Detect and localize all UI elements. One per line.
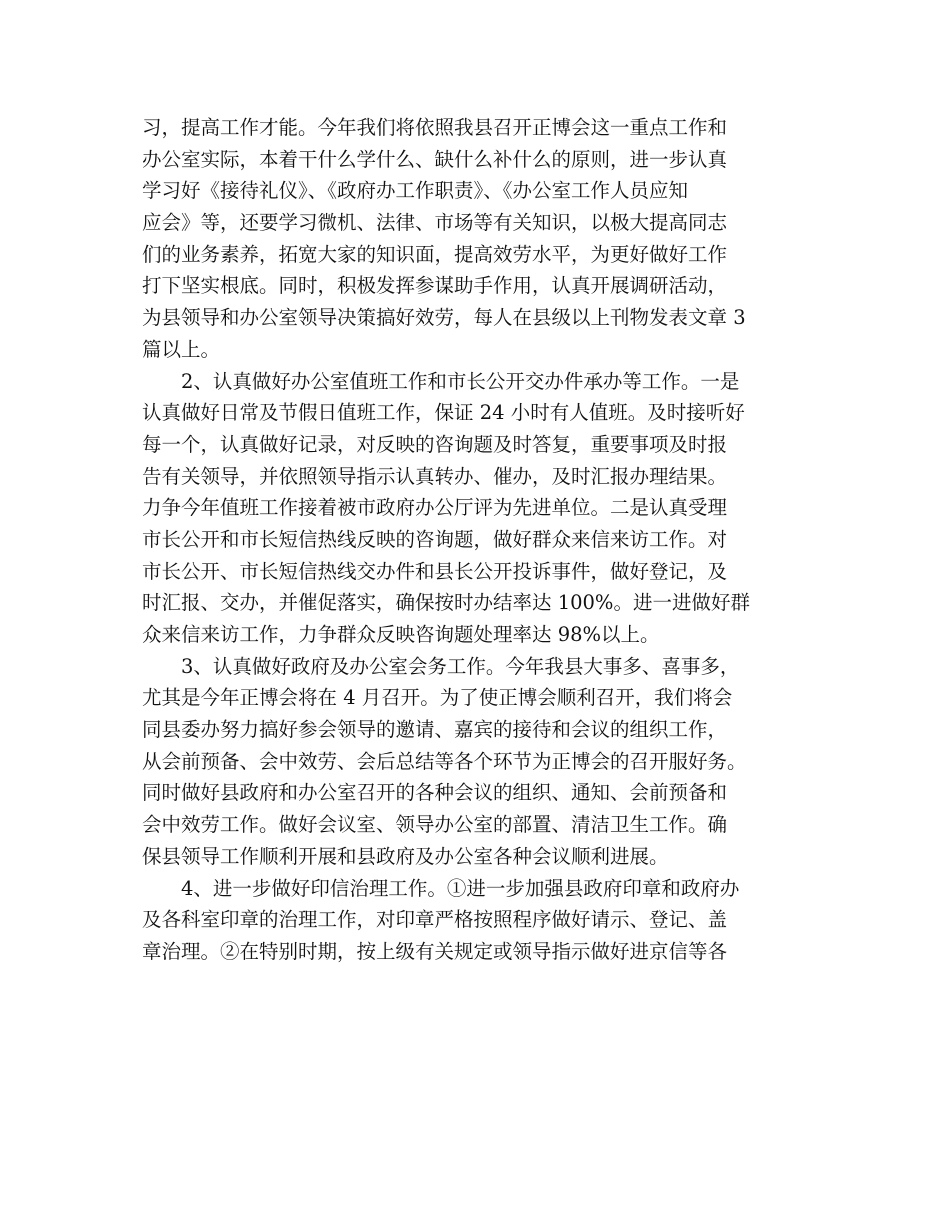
text-line: 办公室实际，本着干什么学什么、缺什么补什么的原则，进一步认真: [142, 147, 728, 171]
text-line: 市长公开和市长短信热线反映的咨询题，做好群众来信来访工作。对: [142, 527, 728, 551]
text-line: 市长公开、市长短信热线交办件和县长公开投诉事件，做好登记，及: [142, 559, 728, 583]
text-line: 打下坚实根底。同时，积极发挥参谋助手作用，认真开展调研活动，: [142, 274, 728, 298]
text-line: 保县领导工作顺利开展和县政府及办公室各种会议顺利进展。: [142, 844, 669, 868]
text-line: 尤其是今年正博会将在 4 月召开。为了使正博会顺利召开，我们将会: [142, 686, 733, 710]
text-line: 同县委办努力搞好参会领导的邀请、嘉宾的接待和会议的组织工作，: [142, 718, 728, 742]
document-body: [142, 112, 812, 968]
text-line: 每一个，认真做好记录，对反映的咨询题及时答复，重要事项及时报: [142, 432, 728, 456]
text-line: 学习好《接待礼仪》、《政府办工作职责》、《办公室工作人员应知: [142, 179, 689, 203]
paragraph-first-line: 2、认真做好办公室值班工作和市长公开交办件承办等工作。一是: [181, 369, 740, 393]
paragraph-first-line: 3、认真做好政府及办公室会务工作。今年我县大事多、喜事多，: [181, 654, 740, 678]
text-line: 及各科室印章的治理工作，对印章严格按照程序做好请示、登记、盖: [142, 908, 728, 932]
text-line: 篇以上。: [142, 337, 221, 361]
text-line: 认真做好日常及节假日值班工作，保证 24 小时有人值班。及时接听好: [142, 401, 745, 425]
text-line: 章治理。②在特别时期，按上级有关规定或领导指示做好进京信等各: [142, 939, 728, 963]
text-line: 告有关领导，并依照领导指示认真转办、催办，及时汇报办理结果。: [142, 464, 728, 488]
text-line: 时汇报、交办，并催促落实，确保按时办结率达 100%。进一进做好群: [142, 591, 750, 615]
text-line: 习，提高工作才能。今年我们将依照我县召开正博会这一重点工作和: [142, 116, 728, 139]
text-line: 从会前预备、会中效劳、会后总结等各个环节为正博会的召开服好务。: [142, 749, 747, 773]
text-line: 应会》等，还要学习微机、法律、市场等有关知识，以极大提高同志: [142, 211, 728, 235]
text-line: 力争今年值班工作接着被市政府办公厅评为先进单位。二是认真受理: [142, 496, 728, 520]
text-line: 会中效劳工作。做好会议室、领导办公室的部置、清洁卫生工作。确: [142, 813, 728, 837]
text-line: 们的业务素养，拓宽大家的知识面，提高效劳水平，为更好做好工作: [142, 242, 728, 266]
text-line: 为县领导和办公室领导决策搞好效劳，每人在县级以上刊物发表文章 3: [142, 306, 746, 330]
text-line: 众来信来访工作，力争群众反映咨询题处理率达 98%以上。: [142, 623, 660, 646]
paragraph-first-line: 4、进一步做好印信治理工作。①进一步加强县政府印章和政府办: [181, 876, 740, 900]
text-line: 同时做好县政府和办公室召开的各种会议的组织、通知、会前预备和: [142, 781, 728, 805]
